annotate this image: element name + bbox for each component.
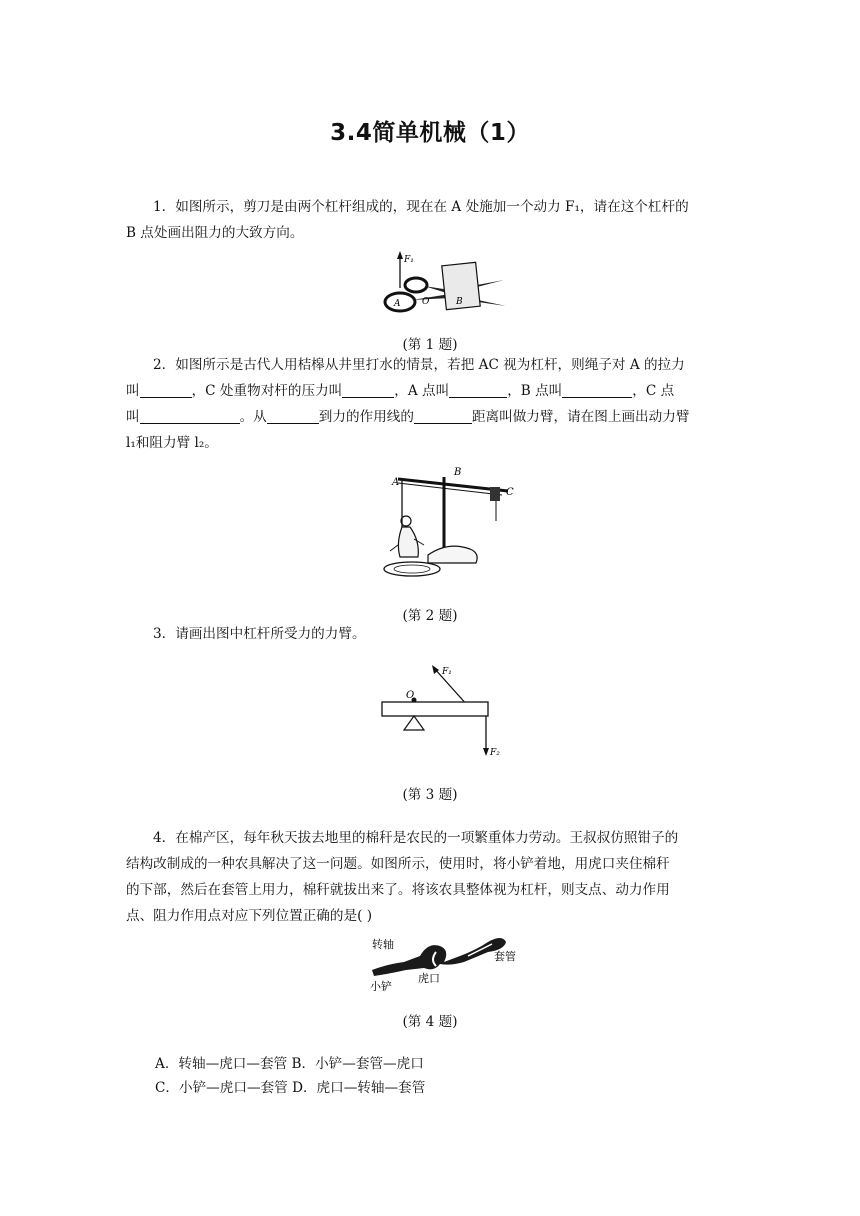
q2-caption: (第 2 题) [402, 608, 458, 624]
q3-fig-f2: F₂ [490, 748, 500, 758]
q1-text-line1: 1．如图所示，剪刀是由两个杠杆组成的，现在在 A 处施加一个动力 F₁，请在这个杠杆的 [153, 199, 689, 215]
q4-options-row1: A．转轴—虎口—套管 B．小铲—套管—虎口 [155, 1056, 424, 1072]
q1-fig-o: O [422, 297, 430, 307]
q3-fig-f1: F₁ [442, 667, 452, 677]
well-sweep-figure [372, 465, 522, 583]
q2-line2d: ，B 点叫 [507, 383, 563, 399]
q4-fig-hukou: 虎口 [418, 972, 440, 985]
q2-text-line3 [126, 404, 738, 430]
q2-line2b: ，C 处重物对杆的压力叫 [191, 383, 343, 399]
q3-fig-o: O [406, 690, 415, 701]
q2-blank-4[interactable] [562, 381, 632, 398]
q2-fig-b: B [454, 467, 462, 478]
q2-blank-5[interactable] [140, 407, 240, 424]
q2-fig-a: A [392, 477, 400, 488]
q4-fig-taoguan: 套管 [494, 950, 516, 963]
q1-caption: (第 1 题) [402, 337, 458, 353]
q3-caption: (第 3 题) [402, 787, 458, 803]
scissors-figure [378, 250, 512, 322]
q4-options-row2: C．小铲—虎口—套管 D．虎口—转轴—套管 [155, 1080, 426, 1096]
q4-caption: (第 4 题) [402, 1014, 458, 1030]
q2-line2a: 叫 [126, 383, 140, 399]
q2-line3b: 。从 [239, 409, 267, 425]
q1-text-line2: B 点处画出阻力的大致方向。 [126, 225, 304, 241]
q4-text-line2: 结构改制成的一种农具解决了这一问题。如图所示，使用时，将小铲着地，用虎口夹住棉秆 [126, 856, 670, 872]
q4-text-line4: 点、阻力作用点对应下列位置正确的是( ) [126, 908, 373, 924]
q1-fig-b: B [456, 297, 463, 307]
q1-fig-a: A [394, 299, 401, 309]
q2-blank-6[interactable] [267, 407, 319, 424]
q2-blank-2[interactable] [342, 381, 394, 398]
q2-blank-3[interactable] [449, 381, 507, 398]
q2-line3c: 到力的作用线的 [318, 409, 414, 425]
q4-fig-xiaochan: 小铲 [370, 980, 392, 993]
q2-blank-1[interactable] [140, 381, 192, 398]
q2-text-line2 [126, 378, 738, 404]
q2-line2c: ，A 点叫 [394, 383, 450, 399]
q2-fig-c: C [506, 487, 514, 498]
q3-text-line1: 3．请画出图中杠杆所受力的力臂。 [153, 626, 366, 642]
q2-blank-7[interactable] [414, 407, 472, 424]
q2-line3d: 距离叫做力臂，请在图上画出动力臂 [471, 409, 690, 425]
lever-figure [378, 660, 510, 764]
q2-line3a: 叫 [126, 409, 140, 425]
q2-text-line1: 2．如图所示是古代人用桔槔从井里打水的情景，若把 AC 视为杠杆，则绳子对 A 的拉力 [153, 357, 685, 373]
q2-text-line4: l₁和阻力臂 l₂。 [126, 435, 218, 451]
cotton-tool-figure [364, 930, 534, 994]
page-title: 3.4简单机械（1） [330, 120, 530, 146]
q2-line2e: ，C 点 [632, 383, 675, 399]
q4-fig-zhuanzhou: 转轴 [372, 938, 394, 951]
q1-fig-f1: F₁ [404, 255, 414, 265]
q4-text-line1: 4．在棉产区，每年秋天拔去地里的棉秆是农民的一项繁重体力劳动。王叔叔仿照钳子的 [153, 830, 679, 846]
q4-text-line3: 的下部，然后在套管上用力，棉秆就拔出来了。将该农具整体视为杠杆，则支点、动力作用 [126, 882, 670, 898]
